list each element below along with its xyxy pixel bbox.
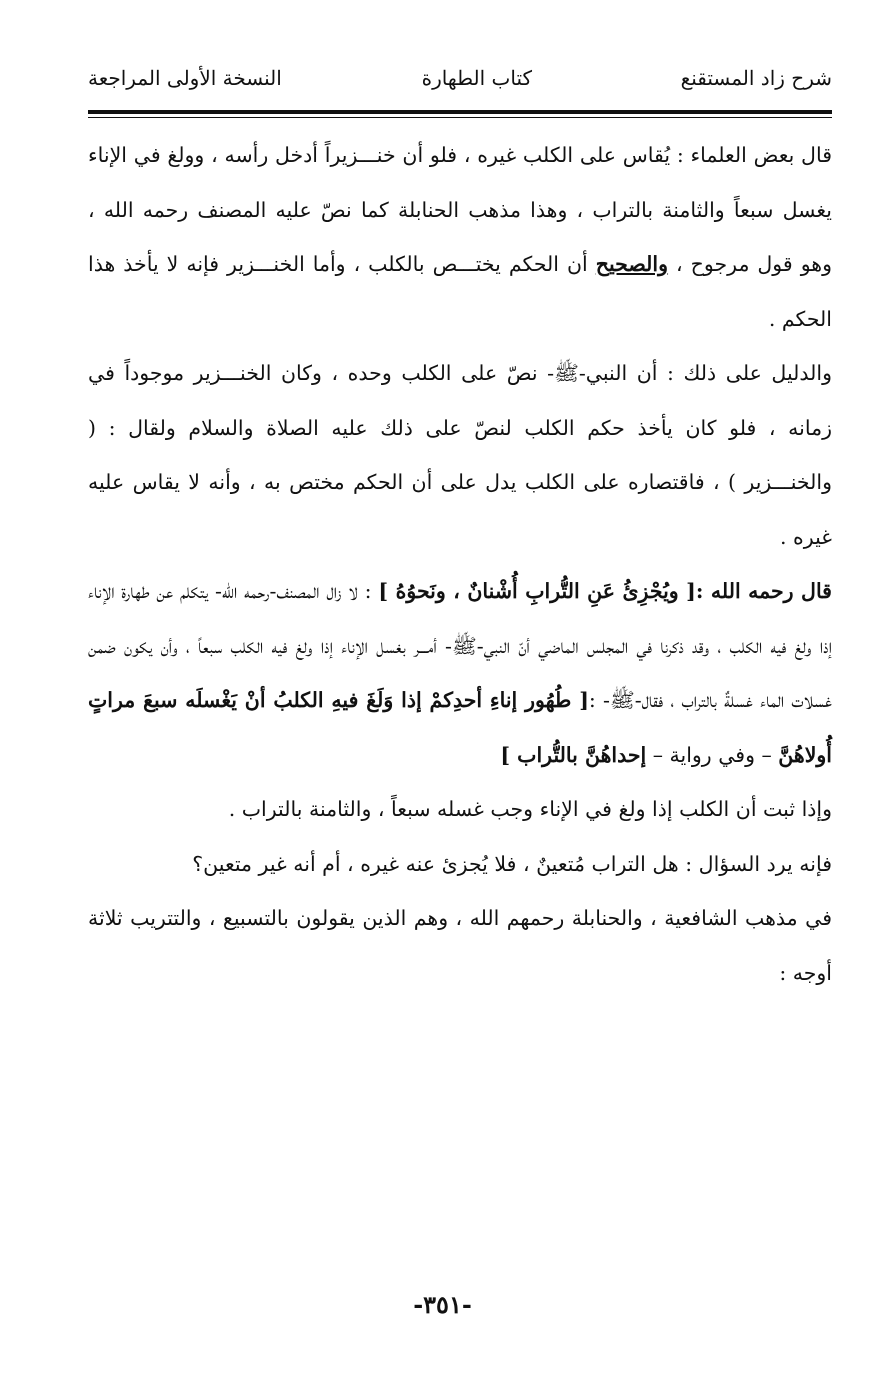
page-body: [88, 128, 832, 1000]
paragraph-6: في مذهب الشافعية ، والحنابلة رحمهم الله ، وهم الذين يقولون بالتسبيع ، والتتريب ثلاثة أوجه :: [88, 906, 832, 985]
emphasis-sahih: والصحيح: [595, 252, 669, 276]
paragraph-5: فإنه يرد السؤال : هل التراب مُتعينٌ ، فلا يُجزئ عنه غيره ، أم أنه غير متعين؟: [192, 851, 832, 876]
paragraph-1: [88, 128, 832, 346]
paragraph-3-text-b: – وفي رواية –: [646, 742, 779, 767]
hadith-quote-b: إحداهُنَّ بالتُّراب ]: [500, 742, 647, 767]
book-title: شرح زاد المستقنع: [680, 66, 832, 90]
matn-quote: قال رحمه الله :[ ويُجْزِئُ عَنِ التُّرابِ أُشْنانٌ ، ونَحوُهُ ]: [378, 579, 832, 603]
chapter-title: كتاب الطهارة: [421, 66, 532, 90]
paragraph-1-text-b: أن الحكم يختـــص بالكلب ، وأما الخنـــزير فإنه لا يأخذ هذا الحكم .: [88, 252, 832, 331]
paragraph-2: والدليل على ذلك : أن النبي-ﷺ- نصّ على الكلب وحده ، وكان الخنـــزير موجوداً في زمانه ، فلو كان يأخذ حكم الكلب لنصّ على ذلك عليه الصلاة والسلام ولقال : ( والخنـــزير ) ، فاقتصاره على الكلب يدل على أن الحكم مختص به ، وأنه لا يقاس عليه غيره .: [88, 361, 832, 549]
paragraph-3: [88, 564, 832, 782]
paragraph-1-text-a: قال بعض العلماء : يُقاس على الكلب غيره ، فلو أن خنـــزيراً أدخل رأسه ، وولغ في الإناء يغسل سبعاً والثامنة بالتراب ، وهذا مذهب الحنابلة كما نصّ عليه المصنف رحمه الله ، وهو قول مرجوح ،: [88, 143, 832, 276]
header-divider-thin: [88, 117, 832, 118]
edition-label: النسخة الأولى المراجعة: [88, 66, 282, 90]
paragraph-3-text-a: : لا زال المصنف-رحمه الله- يتكلم عن طهارة الإناء إذا ولغ فيه الكلب ، وقد ذكرنا في المجلس الماضي أنّ النبي-ﷺ- أمـــر بغسل الإناء إذا ولغ فيه الكلب سبعاً ، وأن يكون ضمن غسلات الماء غسلةٌ بالتراب ، فقال-ﷺ- :: [88, 579, 832, 712]
hadith-quote-a: [ طُهُور إناءِ أحدِكمْ إذا وَلَغَ فيهِ الكلبُ أنْ يَغْسلَه سبعَ مراتٍ أُولاهُنَّ: [88, 688, 832, 767]
header-divider-thick: [88, 110, 832, 114]
page-header: [88, 60, 832, 100]
page-number: -٣٥١-: [413, 1290, 472, 1319]
paragraph-4: وإذا ثبت أن الكلب إذا ولغ في الإناء وجب غسله سبعاً ، والثامنة بالتراب .: [228, 797, 832, 821]
